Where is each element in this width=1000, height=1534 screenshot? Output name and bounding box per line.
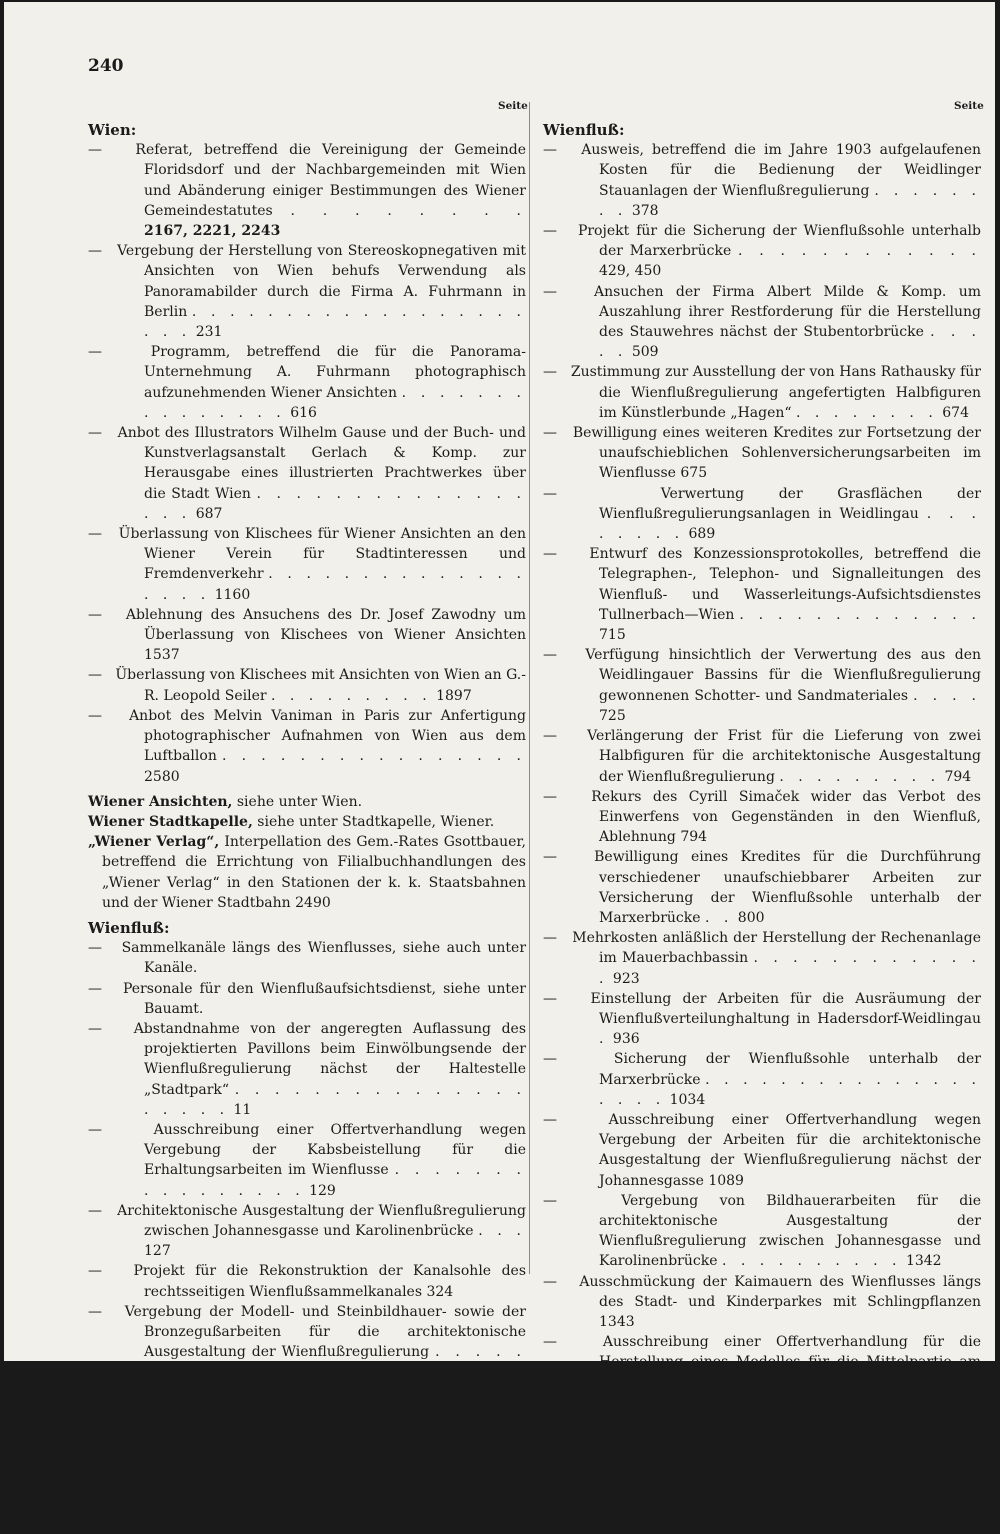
index-entry: — Verlängerung der Frist für die Lieferung von zwei Halbfiguren für die architektonische Ausgestaltung der Wienflußregulierung . . . . . . . . . 794 bbox=[543, 728, 982, 785]
entry-pages: 800 bbox=[737, 909, 765, 926]
entry-pages: 923 bbox=[612, 970, 640, 987]
index-entry: — Ausschreibung einer Offertverhandlung wegen Vergebung der Arbeiten für die architektonische Ausgestaltung der Wienflußregulierung nächst der Johannesgasse 1089 bbox=[543, 1111, 981, 1189]
index-entry: — Abstandnahme von der angeregten Auflassung des projektierten Pavillons beim Einwölbungsende der Wienflußregulierung nächst der Haltestelle „Stadtpark“ . . . . . . . . . . . . . . . . . . . . 11 bbox=[88, 1020, 527, 1118]
entry-pages: 1342 bbox=[905, 1253, 942, 1270]
entry-pages: 11 bbox=[233, 1101, 252, 1118]
entry-pages: 2580 bbox=[144, 768, 180, 785]
cross-reference-wiener-ansichten: Wiener Ansichten, siehe unter Wien. bbox=[88, 793, 363, 810]
entry-pages: 129 bbox=[309, 1182, 336, 1199]
index-entry: — Sicherung der Wienflußsohle unterhalb der Marxerbrücke . . . . . . . . . . . . . . . . . . . 1034 bbox=[543, 1051, 982, 1108]
index-entry: — Ansuchen der Firma Albert Milde & Komp. um Auszahlung ihrer Restforderung für die Herstellung des Stauwehres nächst der Stubentorbrücke . . . . . 509 bbox=[543, 283, 981, 361]
entry-wiener-verlag: „Wiener Verlag“, Interpellation des Gem.-Rates Gsottbauer, betreffend die Errichtung von Filialbuchhandlungen des „Wiener Verlag“ in den Stationen der k. k. Staatsbahnen und der Wiener Stadtbahn 2490 bbox=[88, 834, 526, 911]
index-entry: — Bewilligung eines weiteren Kredites zur Fortsetzung der unaufschieblichen Sohlenversicherungsarbeiten im Wienflusse 675 bbox=[543, 425, 981, 482]
entry-pages: 1343 bbox=[599, 1313, 635, 1330]
entry-pages: 616 bbox=[290, 404, 317, 421]
index-entry: — Vergebung von Bildhauerarbeiten für die architektonische Ausgestaltung der Wienflußregulierung zwischen Johannesgasse und Karolinenbrücke . . . . . . . . . . 1342 bbox=[543, 1192, 981, 1270]
section-heading-wien: Wien: bbox=[88, 121, 137, 139]
entry-pages: 1537 bbox=[144, 647, 180, 664]
entry-pages: 2167, 2221, 2243 bbox=[144, 223, 281, 240]
right-column bbox=[543, 120, 981, 1534]
index-entry: — Anbot des Illustrators Wilhelm Gause und der Buch- und Kunstverlagsanstalt Gerlach & Komp. zur Herausgabe eines illustrierten Prachtwerkes über die Stadt Wien . . . . . . . . . . . . . . . . . 687 bbox=[88, 425, 527, 522]
entry-pages: 231 bbox=[195, 324, 223, 341]
index-entry: — Verfügung hinsichtlich der Verwertung des aus den Weidlingauer Bassins für die Wienflußregulierung gewonnenen Schotter- und Sandmateriales . . . . 725 bbox=[543, 647, 981, 724]
entry-pages: 687 bbox=[195, 505, 223, 522]
index-entry: — — Vergebung der Beistellung des Kabsfuhrwerks für den Wienflußerhaltungsdienst . . . . . . . . . 377 bbox=[88, 1465, 527, 1502]
index-entry: — Ablehnung des Ansuchens des Dr. Josef Zawodny um Überlassung von Klischees von Wiener Ansichten 1537 bbox=[88, 606, 526, 664]
index-entry: — Überlassung von Klischees für Wiener Ansichten an den Wiener Verein für Stadtinteressen und Fremdenverkehr . . . . . . . . . . . . . . . . . . 1160 bbox=[88, 526, 527, 603]
entry-pages: 794 bbox=[680, 829, 708, 846]
seite-label-left: Seite bbox=[498, 100, 528, 112]
page-number: 240 bbox=[88, 56, 124, 76]
index-entry: — Verwertung der Grasflächen der Wienflußregulierungsanlagen in Weidlingau . . . . . . . . 689 bbox=[543, 485, 982, 543]
entry-pages: 2490 bbox=[295, 894, 331, 911]
index-entry: — Referat, betreffend die Vereinigung der Gemeinde Floridsdorf und der Nachbargemeinden mit Wien und Abänderung einiger Bestimmungen des Wiener Gemeindestatutes . . . . . . . . 2167, 2221, 2243 bbox=[88, 142, 526, 240]
entry-pages: 1160 bbox=[214, 586, 251, 603]
index-entry: — Ausweis, betreffend die im Jahre 1903 aufgelaufenen Kosten für die Bedienung der Weidlinger Stauanlagen der Wienflußregulierung . . . . . . . . 378 bbox=[543, 142, 982, 219]
index-entry: — Magistratsbericht, betreffend die Übernahme von Modellen für architektonische Ausgestaltung der Wienflußregulierung nächst der Johannesgasse . . . . . . 1533 bbox=[543, 1455, 981, 1533]
column-divider bbox=[529, 102, 530, 1274]
entry-pages: 794 bbox=[944, 768, 972, 785]
section-heading-wienfluss-cont: Wienfluß: bbox=[543, 121, 625, 139]
index-entry: — Vergebung der Herstellung von Stereoskopnegativen mit Ansichten von Wien behufs Verwendung als Panoramabilder durch die Firma A. Fuhrmann in Berlin . . . . . . . . . . . . . . . . . . . . . 231 bbox=[88, 243, 526, 341]
entry-pages: 1533 bbox=[669, 1516, 706, 1533]
entry-pages: 715 bbox=[599, 627, 626, 644]
entry-pages: 936 bbox=[612, 1031, 640, 1048]
entry-pages: 324 bbox=[426, 1283, 454, 1300]
entry-pages: 377 bbox=[176, 1445, 204, 1462]
index-entry: — Mehrkosten anläßlich der Herstellung der Rechenanlage im Mauerbachbassin . . . . . . . . . . . . . 923 bbox=[543, 930, 981, 987]
entry-pages: 1897 bbox=[436, 687, 472, 704]
index-entry: — Genehmigung der Abänderung der Termine für die Flüssigmachung des Architektenhonorares der Wienflußregulierung . . . . . . . . . . . . . . 377 bbox=[88, 1384, 527, 1462]
index-entry: — Architektonische Ausgestaltung der Wienflußregulierung zwischen Johannesgasse und Karolinenbrücke . . . 127 bbox=[88, 1202, 526, 1260]
index-entry: — Bewilligung eines Kredites für die Durchführung verschiedener unaufschiebbarer Arbeiten zur Versicherung der Wienflußsohle unterhalb der Marxerbrücke . . 800 bbox=[543, 849, 981, 926]
index-entry: — Ausschreibung einer Offertverhandlung wegen Vergebung der Kabsbeistellung für die Erhaltungsarbeiten im Wienflusse . . . . . . . . . . . . . . . . 129 bbox=[88, 1121, 527, 1199]
entry-pages: 377 bbox=[497, 1485, 525, 1502]
entry-pages: 509 bbox=[631, 344, 659, 361]
index-entry: — Personale für den Wienflußaufsichtsdienst, siehe unter Bauamt. bbox=[88, 980, 526, 1017]
entry-pages: 675 bbox=[680, 465, 708, 482]
entries-wien bbox=[88, 140, 526, 787]
index-entry: — Ausschmückung der Kaimauern des Wienflusses längs des Stadt- und Kinderparkes mit Schlingpflanzen 1343 bbox=[543, 1273, 982, 1330]
entry-pages: 674 bbox=[942, 404, 969, 421]
entry-pages: 1404 bbox=[820, 1435, 857, 1452]
index-entry: — Projekt für die Rekonstruktion der Kanalsohle des rechtsseitigen Wienflußsammelkanales 324 bbox=[88, 1263, 526, 1300]
entry-pages: 127 bbox=[144, 1243, 171, 1260]
index-entry: — Zustimmung zur Ausstellung der von Hans Rathausky für die Wienflußregulierung angefertigten Halbfiguren im Künstlerbunde „Hagen“ . . . . . . . . 674 bbox=[543, 364, 981, 421]
entry-pages: 689 bbox=[688, 526, 716, 543]
entry-pages: 378 bbox=[631, 202, 659, 219]
cross-reference-wiener-stadtkapelle: Wiener Stadtkapelle, siehe unter Stadtkapelle, Wiener. bbox=[88, 813, 495, 830]
index-entry: — Vergebung der Modell- und Steinbildhauer- sowie der Bronzegußarbeiten für die architektonische Ausgestaltung der Wienflußregulierung . . . . . . 376 bbox=[88, 1303, 527, 1381]
index-entry: — Ausschreibung einer Offertverhandlung für die Herstellung eines Modelles für die Mittelpartie am Gewölbschluß der architektonischen Ausgestaltung der Wienflußregulierung zwischen Johannesgasse und Karolinenbrücke . . . . . . . . . . . . . . . . . . . . . . . . 1404 bbox=[543, 1334, 981, 1452]
entries-wienfluss-right bbox=[543, 140, 981, 1534]
index-entry: — Sammelkanäle längs des Wienflusses, siehe auch unter Kanäle. bbox=[88, 940, 527, 977]
index-entry: — Überlassung von Klischees mit Ansichten von Wien an G.-R. Leopold Seiler . . . . . . . . . 1897 bbox=[88, 667, 526, 704]
seite-label-right: Seite bbox=[954, 100, 984, 112]
index-entry: — Anbot des Melvin Vaniman in Paris zur Anfertigung photographischer Aufnahmen von Wien aus dem Luftballon . . . . . . . . . . . . . . . . 2580 bbox=[88, 707, 526, 785]
entry-pages: 1034 bbox=[669, 1091, 706, 1108]
index-entry: — Rekurs des Cyrill Simaček wider das Verbot des Einwerfens von Gegenständen in den Wienfluß, Ablehnung 794 bbox=[543, 788, 981, 846]
entry-pages: 1089 bbox=[708, 1172, 744, 1189]
index-entry: — Einstellung der Arbeiten für die Ausräumung der Wienflußverteilunghaltung in Hadersdorf-Weidlingau . 936 bbox=[543, 990, 981, 1048]
entry-pages: 725 bbox=[599, 707, 626, 724]
index-entry: — Projekt für die Sicherung der Wienflußsohle unterhalb der Marxerbrücke . . . . . . . . . . . . 429, 450 bbox=[543, 223, 981, 280]
entries-wienfluss-left bbox=[88, 938, 526, 1504]
entry-pages: 376 bbox=[157, 1364, 185, 1381]
index-entry: — Programm, betreffend die für die Panorama-Unternehmung A. Fuhrmann photographisch aufzunehmenden Wiener Ansichten . . . . . . . . . . . . . . . 616 bbox=[88, 344, 526, 421]
section-heading-wienfluss: Wienfluß: bbox=[88, 918, 170, 937]
entry-pages: 429, 450 bbox=[599, 263, 662, 280]
index-page bbox=[4, 2, 995, 1533]
left-column bbox=[88, 120, 526, 1504]
index-entry: — Entwurf des Konzessionsprotokolles, betreffend die Telegraphen-, Telephon- und Signalleitungen des Wienfluß- und Wasserleitungs-Aufsichtsdienstes Tullnerbach—Wien . . . . . . . . . . . . . 715 bbox=[543, 546, 981, 644]
